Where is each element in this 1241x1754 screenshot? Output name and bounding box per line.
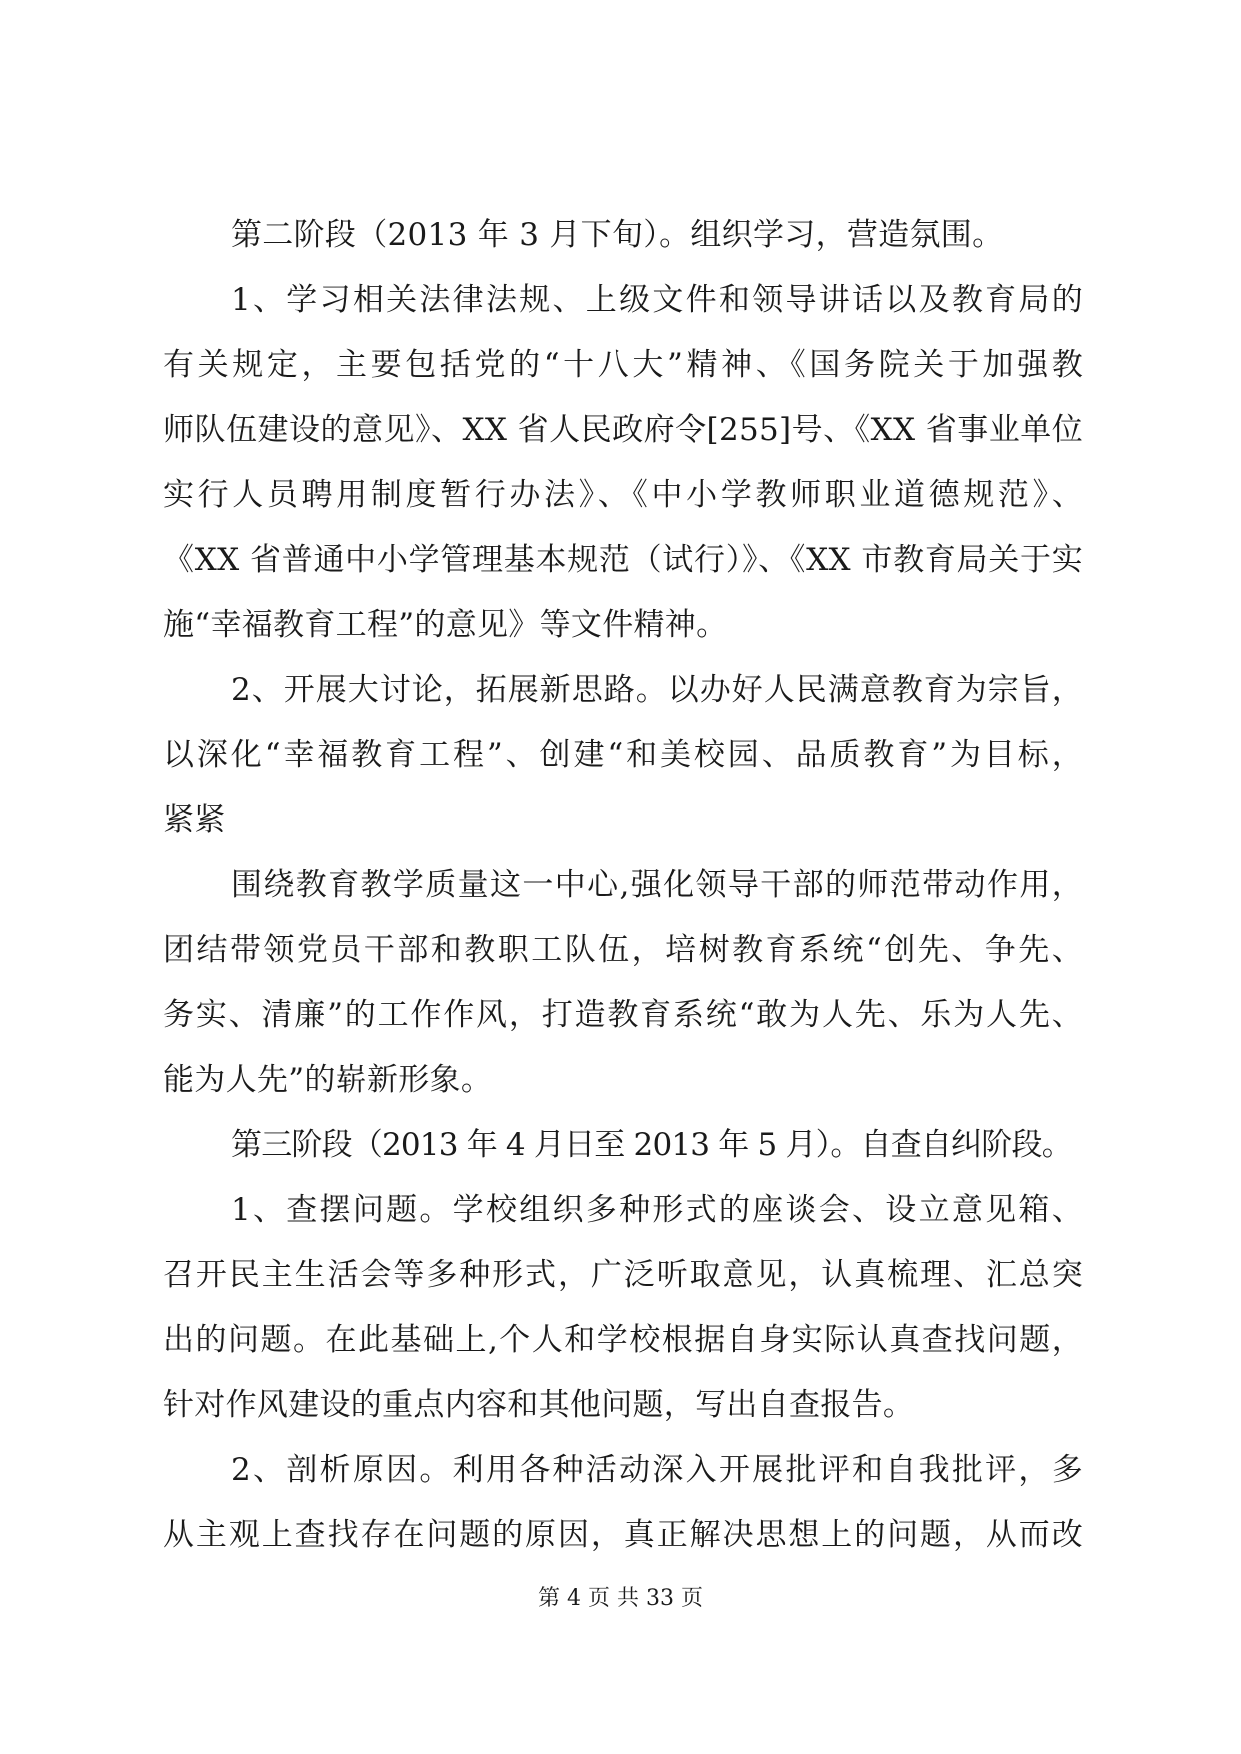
text-line: 师队伍建设的意见》、XX 省人民政府令[255]号、《XX 省事业单位 — [163, 412, 1083, 448]
text-line: 务实、清廉”的工作作风，打造教育系统“敢为人先、乐为人先、 — [163, 997, 1083, 1033]
text-line: 紧紧 — [163, 802, 226, 838]
text-line: 实行人员聘用制度暂行办法》、《中小学教师职业道德规范》、 — [163, 477, 1083, 513]
text-line: 第二阶段（2013 年 3 月下旬）。组织学习，营造氛围。 — [231, 217, 1004, 253]
text-line: 1、查摆问题。学校组织多种形式的座谈会、设立意见箱、 — [231, 1192, 1083, 1228]
text-line: 《XX 省普通中小学管理基本规范（试行）》、《XX 市教育局关于实 — [163, 542, 1083, 578]
text-line: 以深化“幸福教育工程”、创建“和美校园、品质教育”为目标， — [163, 737, 1083, 773]
text-line: 围绕教育教学质量这一中心,强化领导干部的师范带动作用， — [231, 867, 1083, 903]
text-line: 第三阶段（2013 年 4 月日至 2013 年 5 月）。自查自纠阶段。 — [231, 1127, 1072, 1163]
text-line: 能为人先”的崭新形象。 — [163, 1062, 493, 1098]
text-line: 1、学习相关法律法规、上级文件和领导讲话以及教育局的 — [231, 282, 1083, 318]
page-number-footer: 第 4 页 共 33 页 — [538, 1586, 703, 1611]
text-line: 2、剖析原因。利用各种活动深入开展批评和自我批评，多 — [231, 1452, 1083, 1488]
text-line: 出的问题。在此基础上,个人和学校根据自身实际认真查找问题， — [163, 1322, 1083, 1358]
text-line: 针对作风建设的重点内容和其他问题，写出自查报告。 — [163, 1387, 915, 1423]
document-body — [163, 203, 1083, 1568]
text-line: 2、开展大讨论，拓展新思路。以办好人民满意教育为宗旨， — [231, 672, 1083, 708]
text-line: 团结带领党员干部和教职工队伍，培树教育系统“创先、争先、 — [163, 932, 1083, 968]
text-line: 施“幸福教育工程”的意见》等文件精神。 — [163, 607, 728, 643]
text-line: 召开民主生活会等多种形式，广泛听取意见，认真梳理、汇总突 — [163, 1257, 1083, 1293]
text-line: 从主观上查找存在问题的原因，真正解决思想上的问题，从而改 — [163, 1517, 1083, 1553]
text-line: 有关规定，主要包括党的“十八大”精神、《国务院关于加强教 — [163, 347, 1083, 383]
